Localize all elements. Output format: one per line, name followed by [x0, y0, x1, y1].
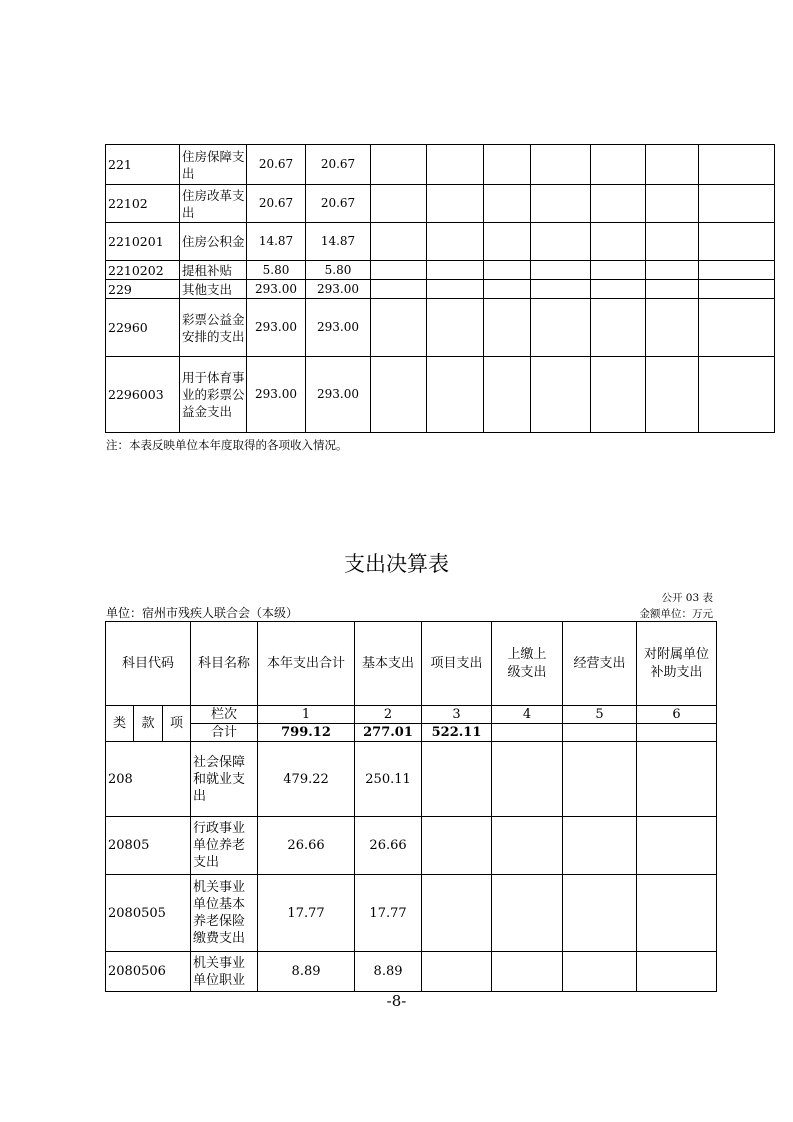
unit-label: 单位：宿州市残疾人联合会（本级） — [106, 606, 299, 620]
row-value: 26.66 — [355, 817, 422, 875]
header-operating: 经营支出 — [563, 622, 637, 706]
row-value: 26.66 — [258, 817, 355, 875]
table-row — [106, 357, 775, 433]
row-value: 8.89 — [355, 952, 422, 992]
table-row — [106, 223, 775, 261]
column-number: 6 — [637, 706, 717, 724]
row-code: 22102 — [106, 185, 180, 223]
total-value: 277.01 — [355, 724, 422, 742]
row-value: 20.67 — [247, 185, 306, 223]
row-code: 2210202 — [106, 261, 180, 280]
row-value: 293.00 — [306, 299, 371, 357]
total-value: 799.12 — [258, 724, 355, 742]
row-value: 293.00 — [247, 299, 306, 357]
header-name: 科目名称 — [191, 622, 258, 706]
row-value: 17.77 — [258, 875, 355, 952]
amount-unit-label: 金额单位：万元 — [639, 608, 713, 620]
header-lanci: 栏次 — [191, 706, 258, 724]
row-value: 250.11 — [355, 742, 422, 817]
row-code: 2296003 — [106, 357, 180, 433]
table-row — [106, 280, 775, 299]
row-value: 293.00 — [306, 280, 371, 299]
table-row — [106, 952, 717, 992]
row-value: 293.00 — [247, 280, 306, 299]
row-name: 社会保障和就业支出 — [191, 742, 258, 817]
row-code: 2210201 — [106, 223, 180, 261]
row-code: 20805 — [106, 817, 191, 875]
row-value: 8.89 — [258, 952, 355, 992]
table-row — [106, 706, 717, 724]
row-code: 208 — [106, 742, 191, 817]
header-xiang: 项 — [163, 706, 191, 742]
row-name: 机关事业单位基本养老保险缴费支出 — [191, 875, 258, 952]
column-number: 5 — [563, 706, 637, 724]
table-row — [106, 185, 775, 223]
column-number: 3 — [422, 706, 492, 724]
row-name: 机关事业单位职业 — [191, 952, 258, 992]
row-code: 22960 — [106, 299, 180, 357]
row-code: 221 — [106, 145, 180, 185]
row-value: 293.00 — [247, 357, 306, 433]
page-number: -8- — [386, 992, 407, 1010]
column-number: 4 — [492, 706, 563, 724]
row-name: 提租补贴 — [180, 261, 247, 280]
table-row — [106, 742, 717, 817]
row-value: 20.67 — [306, 145, 371, 185]
row-code: 229 — [106, 280, 180, 299]
income-table — [105, 144, 775, 433]
expense-table — [105, 621, 717, 992]
row-name: 其他支出 — [180, 280, 247, 299]
row-name: 行政事业单位养老支出 — [191, 817, 258, 875]
form-number: 公开 03 表 — [661, 592, 713, 604]
header-upper: 上缴上级支出 — [492, 622, 563, 706]
page-title: 支出决算表 — [344, 552, 449, 576]
row-value: 20.67 — [306, 185, 371, 223]
total-row — [106, 724, 717, 742]
column-number: 2 — [355, 706, 422, 724]
row-value: 20.67 — [247, 145, 306, 185]
row-name: 住房改革支出 — [180, 185, 247, 223]
row-value: 14.87 — [247, 223, 306, 261]
table-row — [106, 875, 717, 952]
total-label: 合计 — [191, 724, 258, 742]
row-name: 住房公积金 — [180, 223, 247, 261]
header-code: 科目代码 — [106, 622, 191, 706]
row-name: 用于体育事业的彩票公益金支出 — [180, 357, 247, 433]
row-value: 479.22 — [258, 742, 355, 817]
row-value: 293.00 — [306, 357, 371, 433]
header-total: 本年支出合计 — [258, 622, 355, 706]
header-subsidy: 对附属单位补助支出 — [637, 622, 717, 706]
table-row — [106, 817, 717, 875]
header-project: 项目支出 — [422, 622, 492, 706]
row-name: 住房保障支出 — [180, 145, 247, 185]
row-code: 2080505 — [106, 875, 191, 952]
row-code: 2080506 — [106, 952, 191, 992]
row-value: 5.80 — [247, 261, 306, 280]
column-number: 1 — [258, 706, 355, 724]
total-value: 522.11 — [422, 724, 492, 742]
row-value: 17.77 — [355, 875, 422, 952]
row-value: 14.87 — [306, 223, 371, 261]
table-header-row — [106, 622, 717, 706]
table-row — [106, 299, 775, 357]
table-note: 注：本表反映单位本年度取得的各项收入情况。 — [106, 438, 348, 452]
table-row — [106, 145, 775, 185]
header-kuan: 款 — [134, 706, 163, 742]
row-name: 彩票公益金安排的支出 — [180, 299, 247, 357]
header-lei: 类 — [106, 706, 134, 742]
row-value: 5.80 — [306, 261, 371, 280]
table-row — [106, 261, 775, 280]
header-basic: 基本支出 — [355, 622, 422, 706]
